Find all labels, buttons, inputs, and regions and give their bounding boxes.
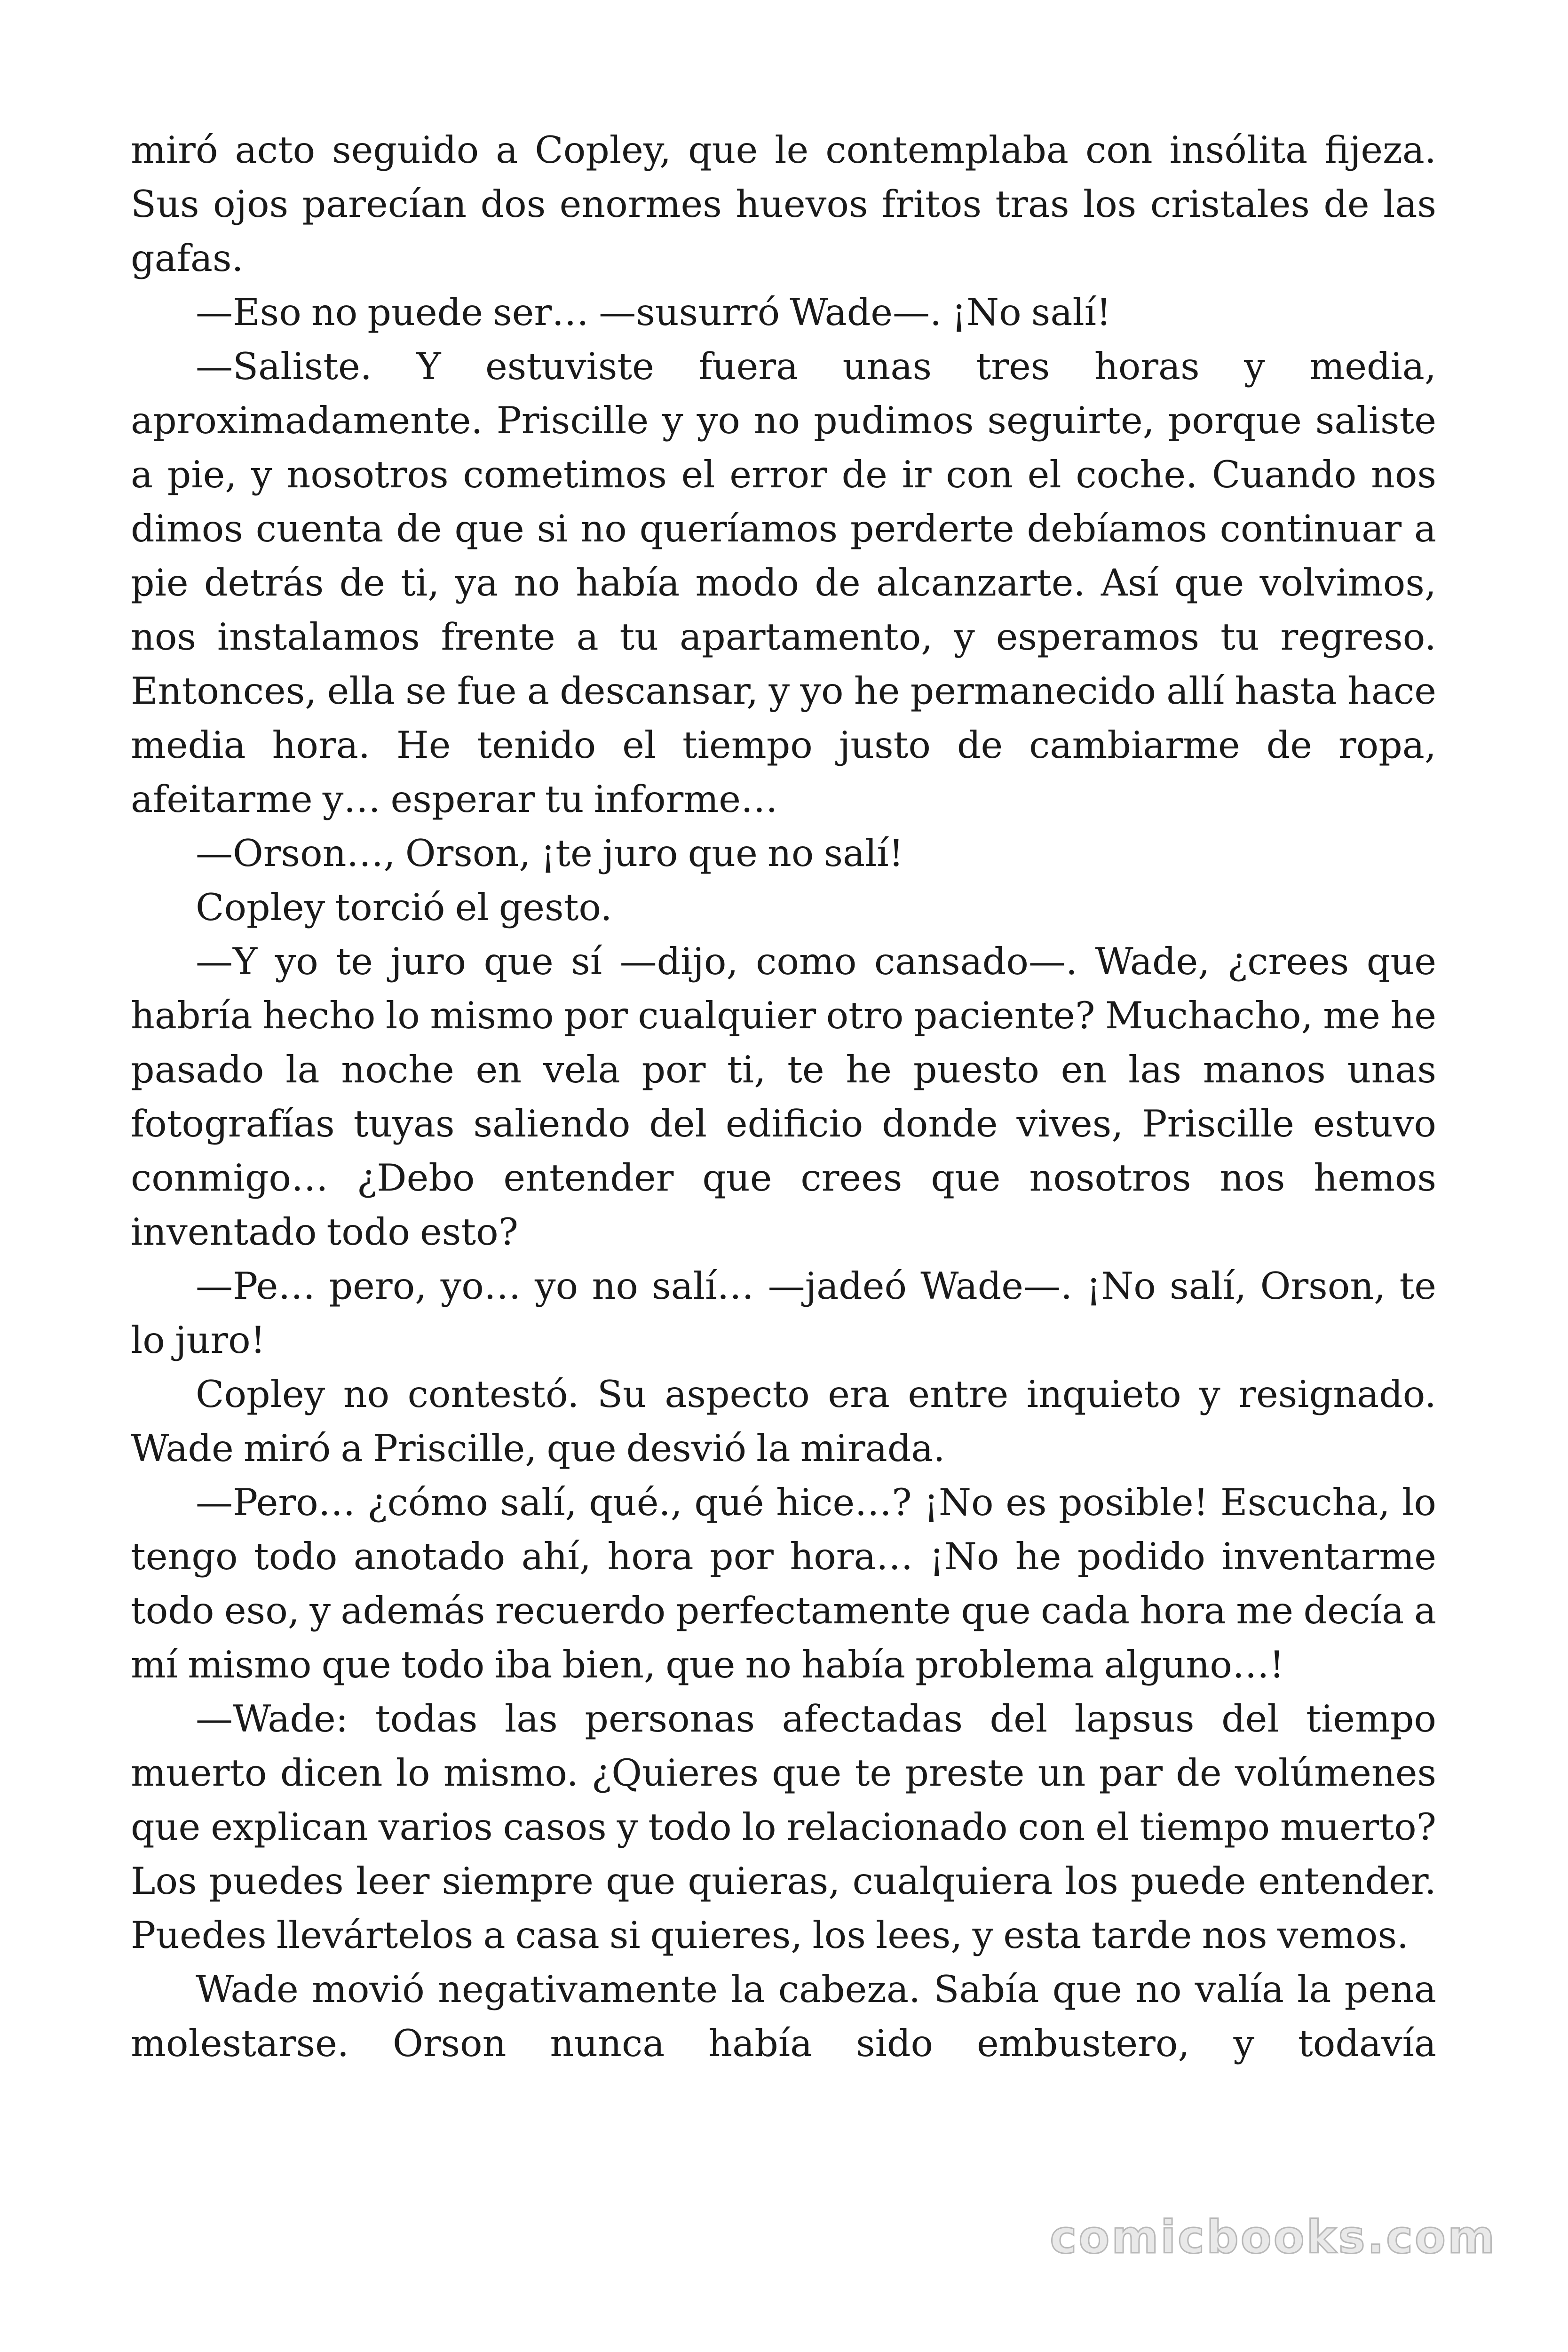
paragraph: —Y yo te juro que sí —dijo, como cansado—. Wade, ¿crees que habría hecho lo mismo por cualquier otro paciente? Muchacho, me he pasado la noche en vela por ti, te he puesto en las manos unas fotografías tuyas saliendo del edificio donde vives, Priscille estuvo conmigo… ¿Debo entender que crees que nosotros nos hemos inventado todo esto? [131, 940, 1436, 1254]
paragraph: Wade movió negativamente la cabeza. Sabía que no valía la pena molestarse. Orson nunca había sido embustero, y todavía [131, 1968, 1436, 2065]
paragraph: Copley no contestó. Su aspecto era entre inquieto y resignado. Wade miró a Priscille, que desvió la mirada. [131, 1373, 1436, 1470]
paragraph: Copley torció el gesto. [196, 886, 612, 929]
paragraph: —Wade: todas las personas afectadas del lapsus del tiempo muerto dicen lo mismo. ¿Quieres que te preste un par de volúmenes que explican varios casos y todo lo relacionado con el tiempo muerto? Los puedes leer siempre que quieras, cualquiera los puede entender. Puedes llevártelos a casa si quieres, los lees, y esta tarde nos vemos. [131, 1697, 1436, 1957]
paragraph: —Orson…, Orson, ¡te juro que no salí! [196, 832, 904, 875]
paragraph: —Saliste. Y estuviste fuera unas tres horas y media, aproximadamente. Priscille y yo no pudimos seguirte, porque saliste a pie, y nosotros cometimos el error de ir con el coche. Cuando nos dimos cuenta de que si no queríamos perderte debíamos continuar a pie detrás de ti, ya no había modo de alcanzarte. Así que volvimos, nos instalamos frente a tu apartamento, y esperamos tu regreso. Entonces, ella se fue a descansar, y yo he permanecido allí hasta hace media hora. He tenido el tiempo justo de cambiarme de ropa, afeitarme y… esperar tu informe… [131, 345, 1436, 821]
paragraph: —Pero… ¿cómo salí, qué., qué hice…? ¡No es posible! Escucha, lo tengo todo anotado ahí, hora por hora… ¡No he podido inventarme todo eso, y además recuerdo perfectamente que cada hora me decía a mí mismo que todo iba bien, que no había problema alguno…! [131, 1481, 1436, 1686]
paragraph: —Eso no puede ser… —susurró Wade—. ¡No salí! [196, 291, 1111, 334]
page-text [131, 123, 1436, 2071]
paragraph: —Pe… pero, yo… yo no salí… —jadeó Wade—. ¡No salí, Orson, te lo juro! [131, 1264, 1436, 1362]
watermark: comicbooks.com [1050, 2211, 1497, 2264]
paragraph: miró acto seguido a Copley, que le contemplaba con insólita fijeza. Sus ojos parecían dos enormes huevos fritos tras los cristales de las gafas. [131, 128, 1436, 280]
